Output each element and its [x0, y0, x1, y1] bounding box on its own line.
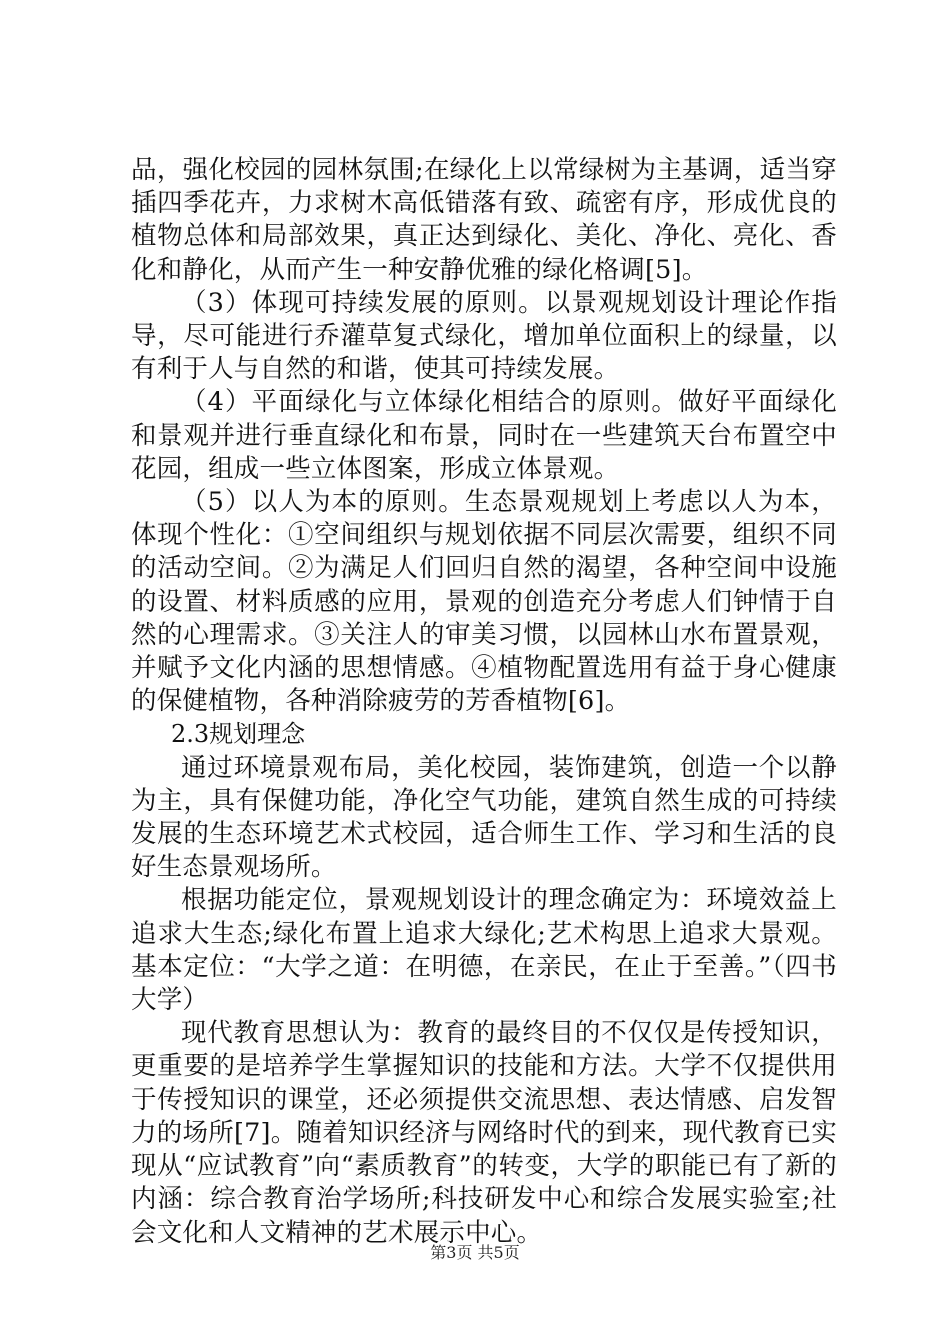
- paragraph-concept: 通过环境景观布局，美化校园，装饰建筑，创造一个以静为主，具有保健功能，净化空气功能，建筑自然生成的可持续发展的生态环境艺术式校园，适合师生工作、学习和生活的良好生态景观场所。: [131, 752, 837, 883]
- paragraph-continuation: 品，强化校园的园林氛围;在绿化上以常绿树为主基调，适当穿插四季花卉，力求树木高低错落有致、疏密有序，形成优良的植物总体和局部效果，真正达到绿化、美化、净化、亮化、香化和静化，从而产生一种安静优雅的绿化格调[5]。: [131, 155, 837, 285]
- section-heading: 2.3规划理念: [171, 720, 306, 749]
- paragraph-principle-5: （5）以人为本的原则。生态景观规划上考虑以人为本，体现个性化：①空间组织与规划依据不同层次需要，组织不同的活动空间。②为满足人们回归自然的渴望，各种空间中设施的设置、材料质感的应用，景观的创造充分考虑人们钟情于自然的心理需求。③关注人的审美习惯，以园林山水布置景观，并赋予文化内涵的思想情感。④植物配置选用有益于身心健康的保健植物，各种消除疲劳的芳香植物[6]。: [131, 487, 837, 717]
- paragraph-modern-education: 现代教育思想认为：教育的最终目的不仅仅是传授知识，更重要的是培养学生掌握知识的技能和方法。大学不仅提供用于传授知识的课堂，还必须提供交流思想、表达情感、启发智力的场所[7]。随着知识经济与网络时代的到来，现代教育已实现从“应试教育”向“素质教育”的转变，大学的职能已有了新的内涵：综合教育治学场所;科技研发中心和综合发展实验室;社会文化和人文精神的艺术展示中心。: [131, 1018, 837, 1248]
- page-footer: 第3页 共5页: [430, 1243, 520, 1262]
- document-body: [131, 154, 837, 1250]
- paragraph-positioning: 根据功能定位，景观规划设计的理念确定为：环境效益上追求大生态;绿化布置上追求大绿化;艺术构思上追求大景观。基本定位：“大学之道：在明德，在亲民，在止于至善。”（四书大学）: [131, 885, 837, 1016]
- paragraph-principle-3: （3）体现可持续发展的原则。以景观规划设计理论作指导，尽可能进行乔灌草复式绿化，增加单位面积上的绿量，以有利于人与自然的和谐，使其可持续发展。: [131, 287, 837, 385]
- paragraph-principle-4: （4）平面绿化与立体绿化相结合的原则。做好平面绿化和景观并进行垂直绿化和布景，同时在一些建筑天台布置空中花园，组成一些立体图案，形成立体景观。: [131, 387, 837, 484]
